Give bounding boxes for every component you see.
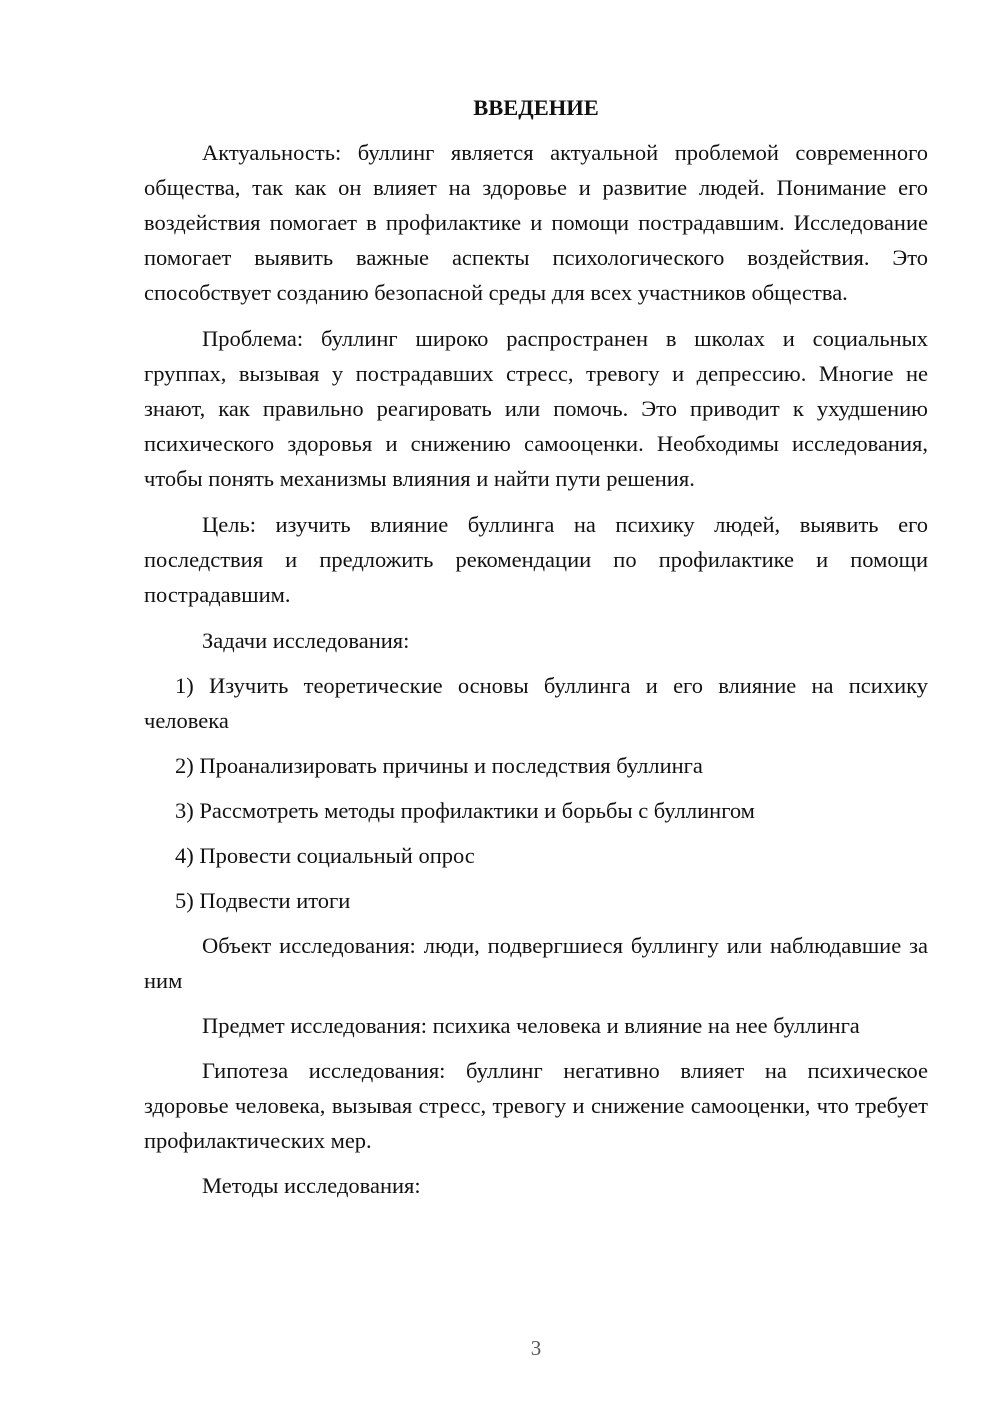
hypothesis-paragraph: Гипотеза исследования: буллинг негативно влияет на психическое здоровье человека, вызывая стресс, тревогу и снижение самооценки, что требует профилактических мер.	[144, 1058, 928, 1153]
research-object-paragraph: Объект исследования: люди, подвергшиеся буллингу или наблюдавшие за ним	[144, 933, 928, 993]
task-item: 5) Подвести итоги	[175, 888, 351, 913]
relevance-paragraph: Актуальность: буллинг является актуальной проблемой современного общества, так как он влияет на здоровье и развитие людей. Понимание его воздействия помогает в профилактике и помощи пострадавшим. Исследование помогает выявить важные аспекты психологического воздействия. Это способствует созданию безопасной среды для всех участников общества.	[144, 140, 928, 305]
task-item: 2) Проанализировать причины и последствия буллинга	[175, 753, 703, 778]
research-subject-paragraph: Предмет исследования: психика человека и влияние на нее буллинга	[202, 1013, 860, 1038]
task-item: 1) Изучить теоретические основы буллинга и его влияние на психику человека	[144, 673, 928, 733]
page-title: ВВЕДЕНИЕ	[473, 95, 599, 120]
document-body	[144, 90, 928, 1213]
page-number: 3	[530, 1336, 542, 1360]
problem-paragraph: Проблема: буллинг широко распространен в школах и социальных группах, вызывая у пострадавших стресс, тревогу и депрессию. Многие не знают, как правильно реагировать или помочь. Это приводит к ухудшению психического здоровья и снижению самооценки. Необходимы исследования, чтобы понять механизмы влияния и найти пути решения.	[144, 326, 928, 491]
task-item: 3) Рассмотреть методы профилактики и борьбы с буллингом	[175, 798, 755, 823]
task-item: 4) Провести социальный опрос	[175, 843, 475, 868]
methods-heading: Методы исследования:	[202, 1173, 421, 1198]
tasks-heading: Задачи исследования:	[202, 628, 410, 653]
goal-paragraph: Цель: изучить влияние буллинга на психику людей, выявить его последствия и предложить рекомендации по профилактике и помощи пострадавшим.	[144, 512, 928, 607]
